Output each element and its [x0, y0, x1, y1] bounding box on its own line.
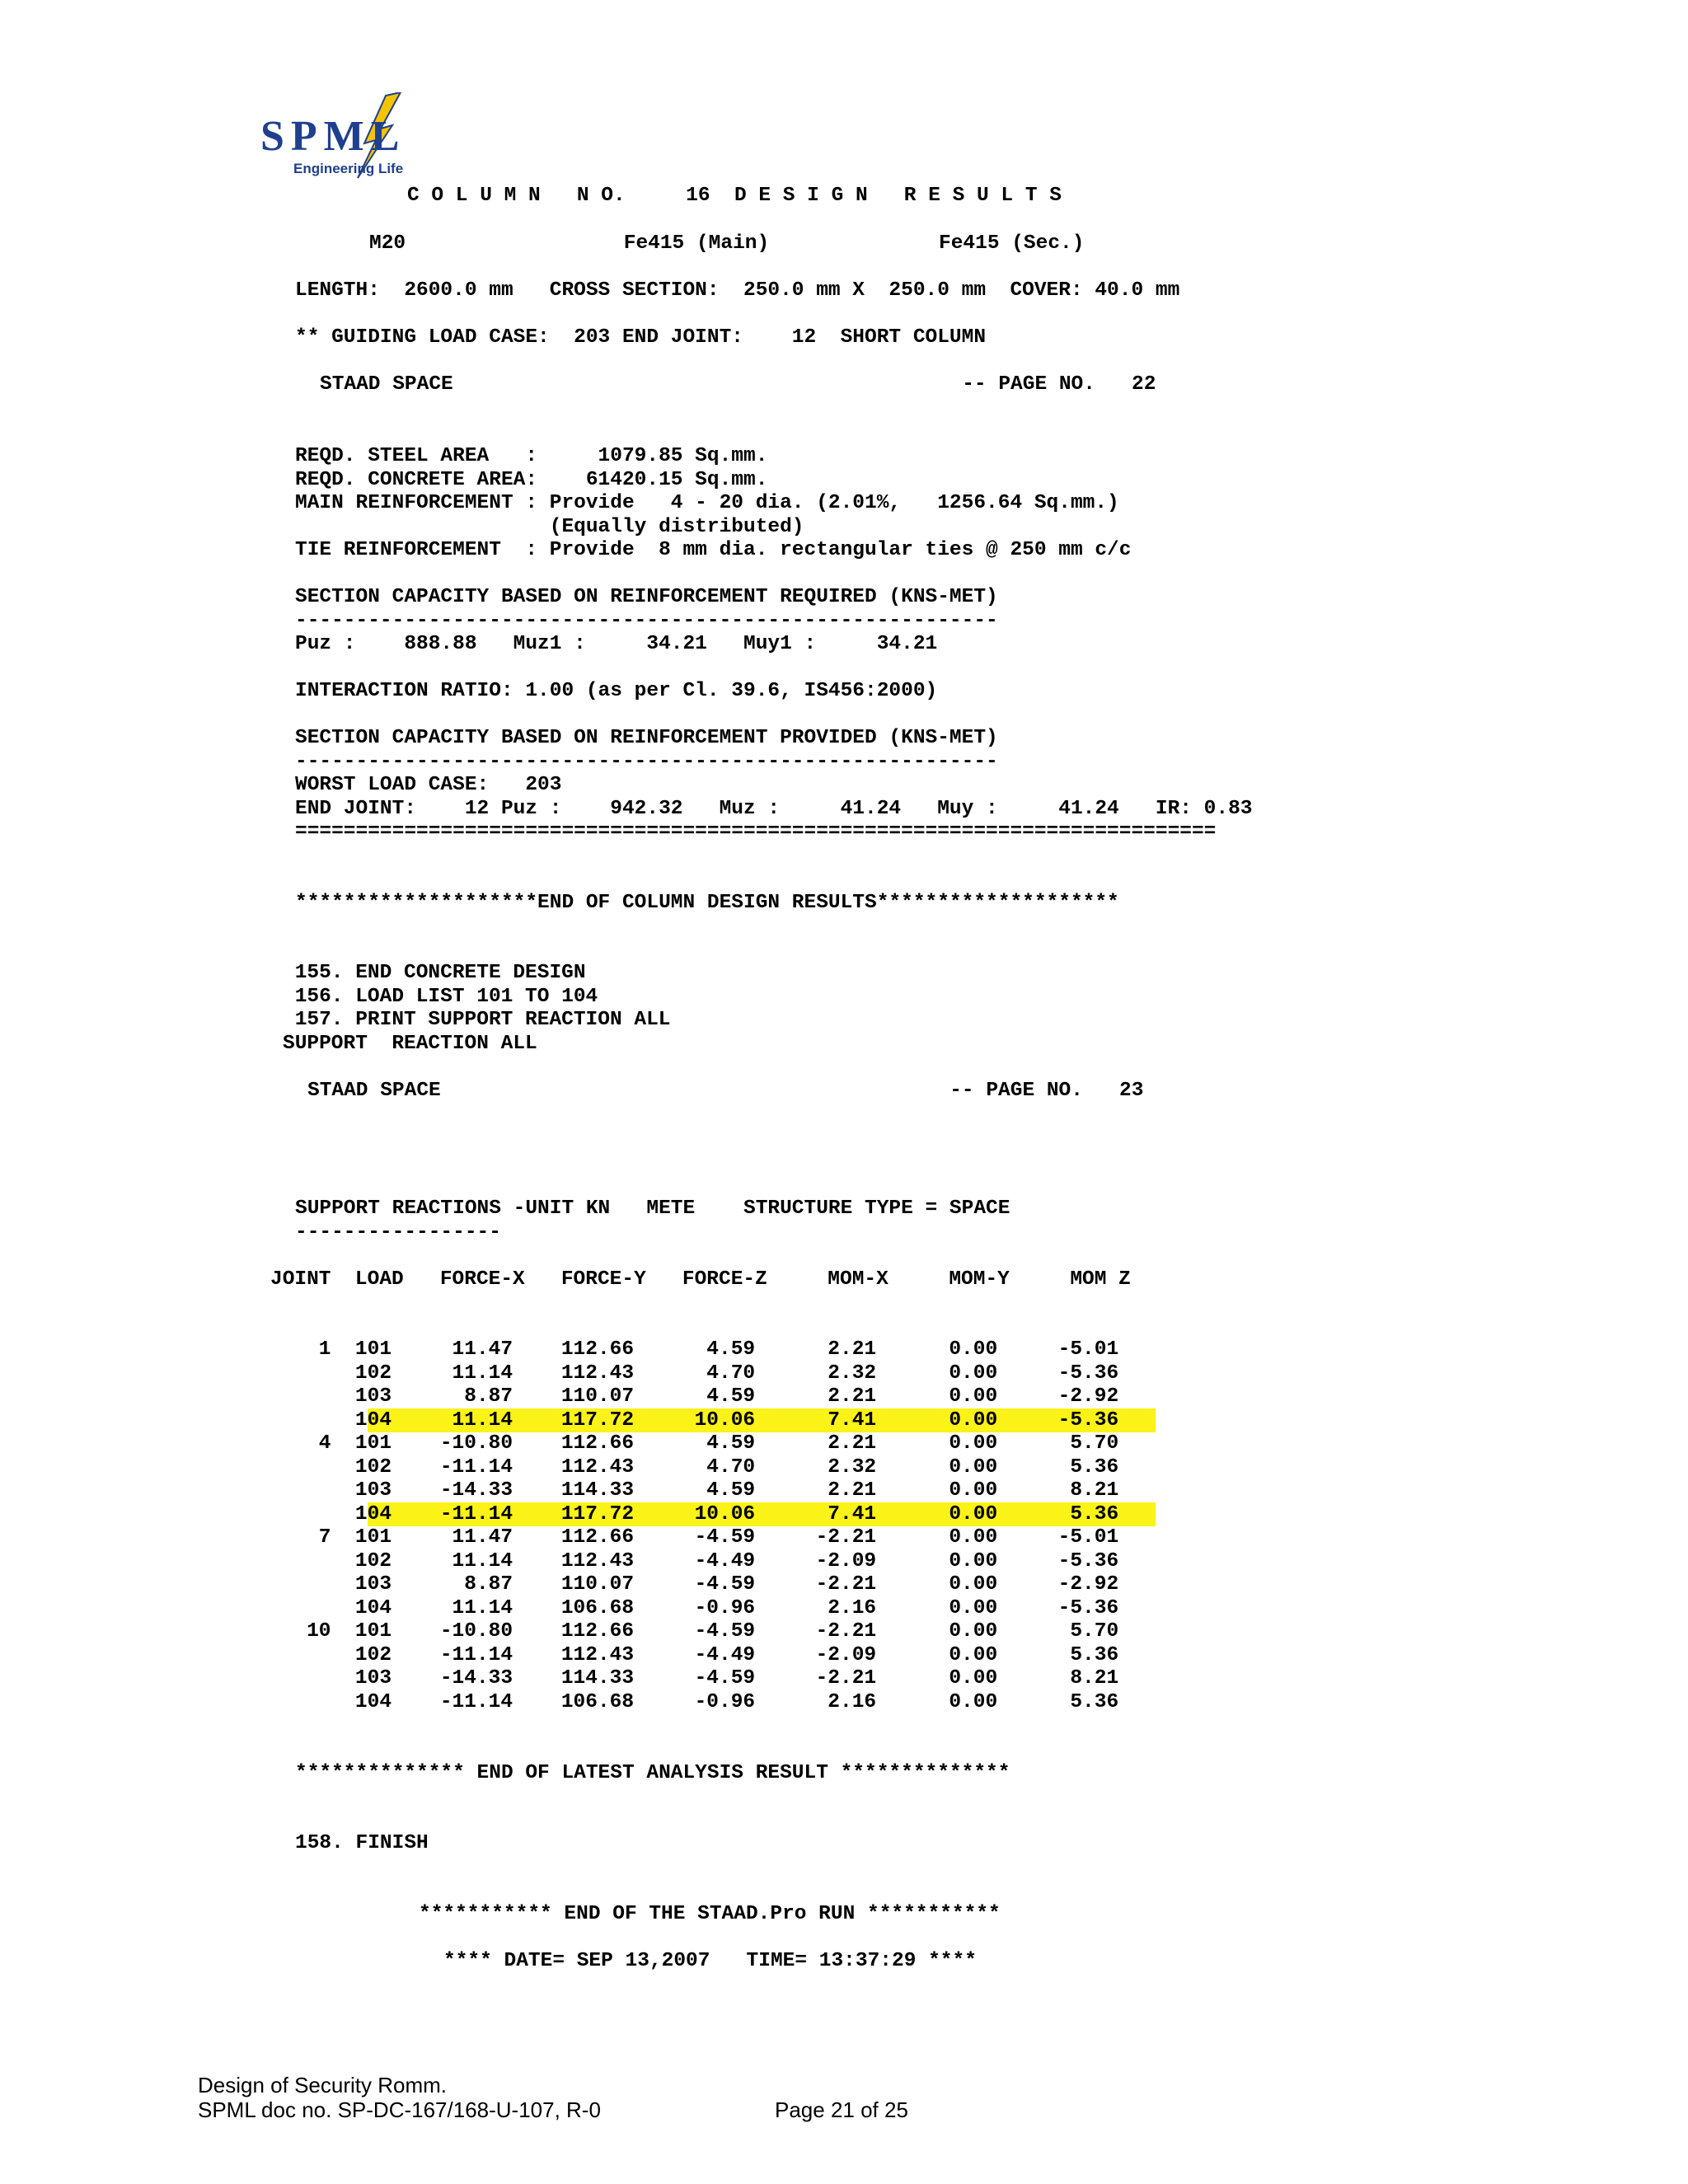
end-analysis: ************** END OF LATEST ANALYSIS RESULT ************** [295, 1762, 1010, 1784]
reactions-underline: ----------------- [295, 1221, 501, 1244]
geometry-line: LENGTH: 2600.0 mm CROSS SECTION: 250.0 mm X 250.0 mm COVER: 40.0 mm [295, 279, 1180, 302]
table-row: 102 11.14 112.43 -4.49 -2.09 0.00 -5.36 [270, 1549, 1119, 1572]
command-line: 157. PRINT SUPPORT REACTION ALL [283, 1009, 671, 1031]
finish-command: 158. FINISH [295, 1832, 429, 1854]
table-row: 4 101 -10.80 112.66 4.59 2.21 0.00 5.70 [270, 1432, 1119, 1455]
page-line-23: STAAD SPACE -- PAGE NO. 23 [307, 1080, 1144, 1102]
reactions-title: SUPPORT REACTIONS -UNIT KN METE STRUCTURE TYPE = SPACE [295, 1197, 1010, 1220]
main-reinforcement-note: (Equally distributed) [295, 515, 804, 538]
footer-title: Design of Security Romm. [198, 2073, 447, 2097]
design-title: C O L U M N N O. 16 D E S I G N R E S U L T S [407, 185, 1062, 207]
reactions-header: JOINT LOAD FORCE-X FORCE-Y FORCE-Z MOM-X MOM-Y MOM Z [270, 1268, 1131, 1291]
table-row: 103 8.87 110.07 4.59 2.21 0.00 -2.92 [270, 1385, 1119, 1408]
table-row: 104 11.14 117.72 10.06 7.41 0.00 -5.36 [270, 1408, 1119, 1432]
table-row: 102 11.14 112.43 4.70 2.32 0.00 -5.36 [270, 1361, 1119, 1385]
table-row: 10 101 -10.80 112.66 -4.59 -2.21 0.00 5.70 [270, 1620, 1119, 1643]
end-run: *********** END OF THE STAAD.Pro RUN *********** [419, 1903, 1001, 1925]
main-reinforcement: MAIN REINFORCEMENT : Provide 4 - 20 dia. (2.01%, 1256.64 Sq.mm.) [295, 492, 1119, 514]
table-row: 103 -14.33 114.33 4.59 2.21 0.00 8.21 [270, 1479, 1119, 1502]
worst-values: END JOINT: 12 Puz : 942.32 Muz : 41.24 Muy : 41.24 IR: 0.83 [295, 797, 1253, 820]
table-row: 103 8.87 110.07 -4.59 -2.21 0.00 -2.92 [270, 1573, 1119, 1596]
logo-tagline: Engineering Life [293, 161, 404, 176]
guiding-load-line: ** GUIDING LOAD CASE: 203 END JOINT: 12 SHORT COLUMN [295, 326, 987, 349]
command-line: 155. END CONCRETE DESIGN [283, 962, 586, 984]
materials-line: M20 Fe415 (Main) Fe415 (Sec.) [369, 232, 1085, 255]
footer-page-number: Page 21 of 25 [775, 2097, 908, 2122]
logo-text: SPML [260, 113, 406, 160]
table-row: 102 -11.14 112.43 -4.49 -2.09 0.00 5.36 [270, 1643, 1119, 1666]
command-line: 156. LOAD LIST 101 TO 104 [283, 985, 598, 1008]
page-line-22: STAAD SPACE -- PAGE NO. 22 [320, 373, 1156, 396]
table-row: 104 11.14 106.68 -0.96 2.16 0.00 -5.36 [270, 1596, 1119, 1619]
table-row: 103 -14.33 114.33 -4.59 -2.21 0.00 8.21 [270, 1667, 1119, 1690]
run-datetime: **** DATE= SEP 13,2007 TIME= 13:37:29 **** [443, 1950, 977, 1972]
worst-load-case: WORST LOAD CASE: 203 [295, 774, 562, 796]
interaction-ratio: INTERACTION RATIO: 1.00 (as per Cl. 39.6, IS456:2000) [295, 680, 938, 702]
reqd-concrete-area: REQD. CONCRETE AREA: 61420.15 Sq.mm. [295, 468, 768, 491]
table-row: 104 -11.14 106.68 -0.96 2.16 0.00 5.36 [270, 1690, 1119, 1713]
table-row: 102 -11.14 112.43 4.70 2.32 0.00 5.36 [270, 1455, 1119, 1479]
table-row: 1 101 11.47 112.66 4.59 2.21 0.00 -5.01 [270, 1338, 1119, 1361]
table-row: 104 -11.14 117.72 10.06 7.41 0.00 5.36 [270, 1502, 1119, 1526]
capacity-required-values: Puz : 888.88 Muz1 : 34.21 Muy1 : 34.21 [295, 633, 938, 655]
command-line: SUPPORT REACTION ALL [283, 1032, 537, 1055]
divider-equals: ============================================================================ [295, 821, 1217, 843]
tie-reinforcement: TIE REINFORCEMENT : Provide 8 mm dia. rectangular ties @ 250 mm c/c [295, 539, 1132, 561]
reqd-steel-area: REQD. STEEL AREA : 1079.85 Sq.mm. [295, 445, 768, 467]
divider-dashes: ---------------------------------------------------------- [295, 609, 998, 632]
divider-dashes: ---------------------------------------------------------- [295, 750, 998, 773]
capacity-provided-title: SECTION CAPACITY BASED ON REINFORCEMENT PROVIDED (KNS-MET) [295, 727, 998, 749]
end-column-design: ********************END OF COLUMN DESIGN RESULTS******************** [295, 892, 1119, 914]
table-row: 7 101 11.47 112.66 -4.59 -2.21 0.00 -5.01 [270, 1526, 1119, 1549]
capacity-required-title: SECTION CAPACITY BASED ON REINFORCEMENT REQUIRED (KNS-MET) [295, 586, 998, 608]
footer-doc-no: SPML doc no. SP-DC-167/168-U-107, R-0 [198, 2097, 601, 2122]
spml-logo [260, 92, 450, 181]
